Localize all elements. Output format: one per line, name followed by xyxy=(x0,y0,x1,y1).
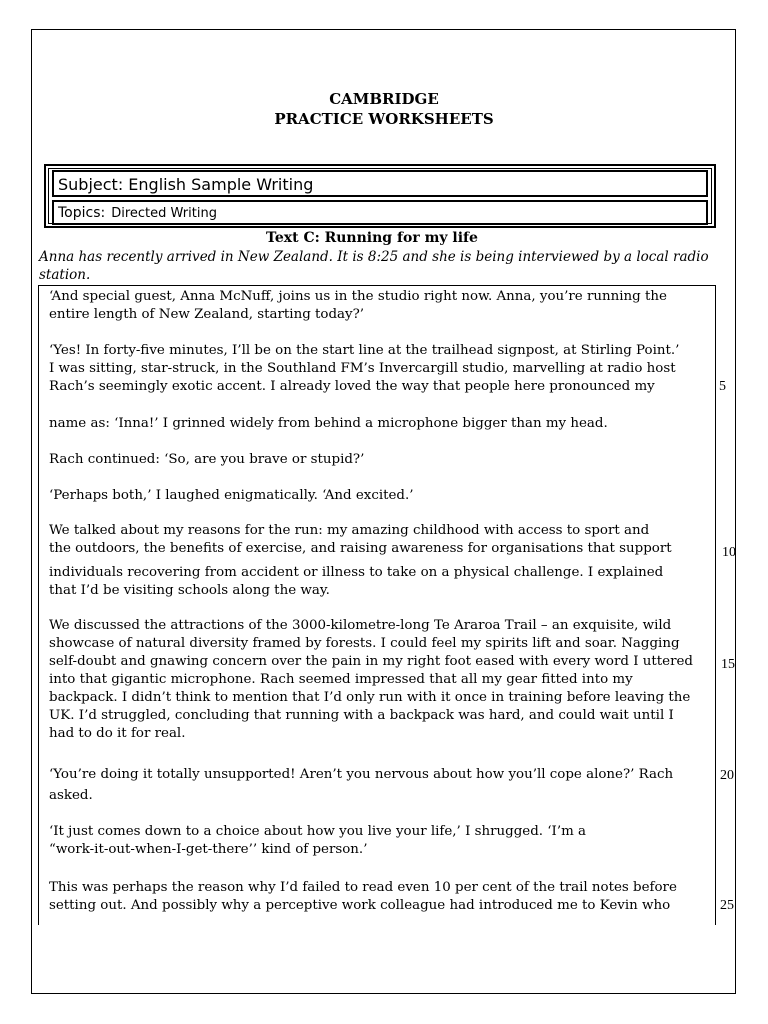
paragraph xyxy=(49,617,709,743)
paragraph xyxy=(49,342,709,396)
line-number: 10 xyxy=(722,545,736,560)
paragraph xyxy=(49,879,709,915)
paragraph xyxy=(49,766,709,805)
passage-line: into that gigantic microphone. Rach seemed impressed that all my gear fitted into my xyxy=(49,672,633,687)
paragraph xyxy=(49,415,709,433)
passage-line: ‘And special guest, Anna McNuff, joins us in the studio right now. Anna, you’re running the xyxy=(49,289,667,304)
passage-line: ‘Yes! In forty-five minutes, I’ll be on the start line at the trailhead signpost, at Stirling Point.’ xyxy=(49,343,680,358)
subject-row xyxy=(52,170,708,197)
intro-text: Anna has recently arrived in New Zealand. It is 8:25 and she is being interviewed by a local radio station. xyxy=(39,249,709,283)
passage-line: the outdoors, the benefits of exercise, and raising awareness for organisations that support xyxy=(49,541,672,556)
passage-line: showcase of natural diversity framed by forests. I could feel my spirits lift and soar. Nagging xyxy=(49,636,680,651)
topics-label xyxy=(58,205,217,221)
passage-line: We discussed the attractions of the 3000-kilometre-long Te Araroa Trail – an exquisite, wild xyxy=(49,618,672,633)
passage-line: “work-it-out-when-I-get-there’’ kind of person.’ xyxy=(49,842,368,857)
paragraph xyxy=(49,823,709,859)
passage-box xyxy=(38,285,716,925)
line-number: 5 xyxy=(719,379,726,394)
passage-line: entire length of New Zealand, starting today?’ xyxy=(49,307,365,322)
passage-line: ‘Perhaps both,’ I laughed enigmatically. ‘And excited.’ xyxy=(49,488,414,503)
page-subtitle: PRACTICE WORKSHEETS xyxy=(274,110,494,128)
topics-label-text: Topics: xyxy=(58,205,106,221)
subject-label: Subject: English Sample Writing xyxy=(58,175,314,194)
page-title: CAMBRIDGE xyxy=(329,90,439,108)
paragraph xyxy=(49,451,709,469)
passage-line: self-doubt and gnawing concern over the pain in my right foot eased with every word I uttered xyxy=(49,654,693,669)
paragraph xyxy=(49,487,709,505)
passage-line: I was sitting, star-struck, in the Southland FM’s Invercargill studio, marvelling at radio host xyxy=(49,361,676,376)
passage-line: asked. xyxy=(49,788,93,803)
passage-line: ‘It just comes down to a choice about how you live your life,’ I shrugged. ‘I’m a xyxy=(49,824,587,839)
passage-line: name as: ‘Inna!’ I grinned widely from behind a microphone bigger than my head. xyxy=(49,416,608,431)
passage-line: setting out. And possibly why a perceptive work colleague had introduced me to Kevin who xyxy=(49,898,671,913)
paragraph xyxy=(49,564,709,600)
passage-line: had to do it for real. xyxy=(49,726,186,741)
paragraph xyxy=(49,288,709,324)
topics-value: Directed Writing xyxy=(111,206,217,221)
passage-line: backpack. I didn’t think to mention that I’d only run with it once in training before leaving the xyxy=(49,690,691,705)
line-number: 25 xyxy=(720,898,734,913)
line-number: 20 xyxy=(720,768,734,783)
passage-line: that I’d be visiting schools along the way. xyxy=(49,583,330,598)
line-number: 15 xyxy=(721,657,735,672)
passage-line: Rach’s seemingly exotic accent. I already loved the way that people here pronounced my xyxy=(49,379,655,394)
passage-line: We talked about my reasons for the run: my amazing childhood with access to sport and xyxy=(49,523,650,538)
subject-topics-box xyxy=(44,164,716,228)
passage-line: Rach continued: ‘So, are you brave or stupid?’ xyxy=(49,452,365,467)
paragraph xyxy=(49,522,709,558)
passage-line: UK. I’d struggled, concluding that running with a backpack was hard, and could wait until I xyxy=(49,708,674,723)
passage-line: ‘You’re doing it totally unsupported! Aren’t you nervous about how you’ll cope alone?’ Rach xyxy=(49,767,674,782)
passage-line: individuals recovering from accident or illness to take on a physical challenge. I explained xyxy=(49,565,664,580)
text-heading: Text C: Running for my life xyxy=(266,230,478,246)
topics-row xyxy=(52,200,708,225)
passage-line: This was perhaps the reason why I’d failed to read even 10 per cent of the trail notes before xyxy=(49,880,677,895)
